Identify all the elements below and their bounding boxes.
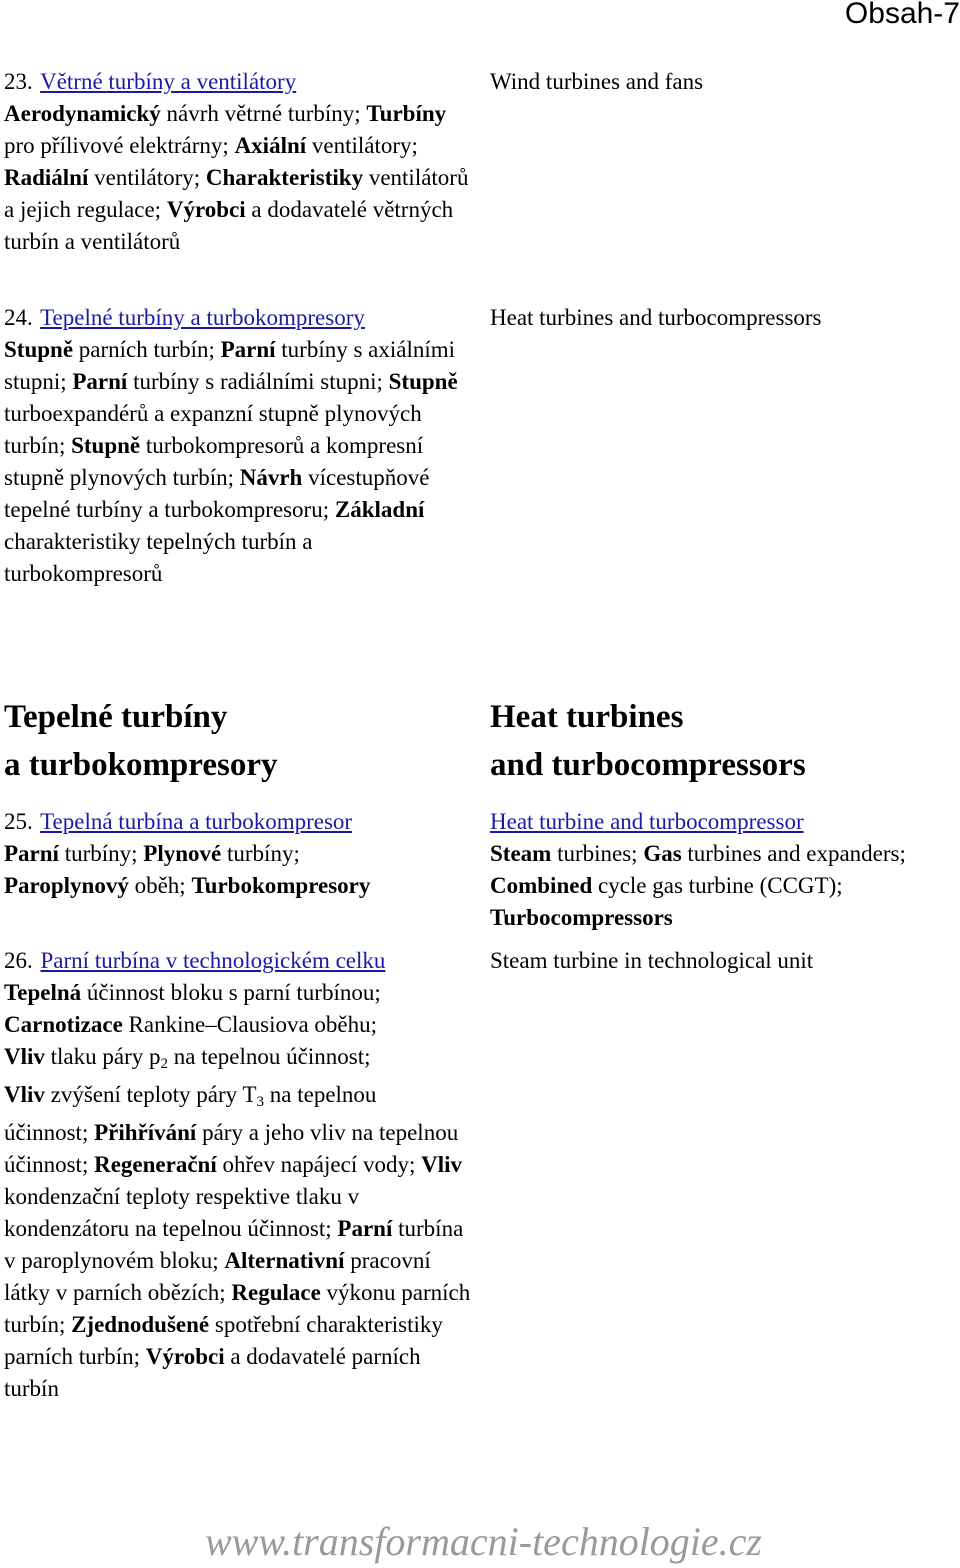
section-25-topics [4,841,370,898]
topic-keyword: Turbocompressors [490,905,673,930]
topic-text: parních turbín; [73,337,221,362]
topic-text: ohřev napájecí vody; [216,1152,422,1177]
topic-keyword: Parní [220,337,276,362]
topic-text: ventilátory; [88,165,206,190]
topic-keyword: Radiální [4,165,89,190]
section-24-link[interactable]: Tepelné turbíny a turbokompresory [40,305,365,330]
footer-website: www.transformacni-technologie.cz [205,1519,762,1564]
topic-keyword: Výrobci [145,1344,225,1369]
topic-keyword: Parní [72,369,128,394]
topic-text: účinnost bloku s parní turbínou; [81,980,381,1005]
topic-text: Rankine–Clausiova oběhu; [122,1012,378,1037]
topic-keyword: Stupně [71,433,141,458]
topic-text: návrh větrné turbíny; [160,101,367,126]
topic-keyword: Turbíny [366,101,447,126]
topic-keyword: Alternativní [224,1248,345,1273]
topic-text: a dodavatelé větrných turbín a ventilátorů [4,197,454,254]
subscript: 3 [256,1094,265,1110]
topic-keyword: Vliv [4,1082,45,1107]
topic-keyword: Parní [4,841,59,866]
topic-keyword: Stupně [388,369,458,394]
chapter-heading-cz [4,693,277,789]
topic-keyword: Stupně [4,337,74,362]
topic-text: charakteristiky tepelných turbín a turbokompresorů [4,529,313,586]
section-24 [4,302,474,590]
topic-keyword: Regulace [231,1280,321,1305]
topic-keyword: Gas [643,841,682,866]
section-24-en-title: Heat turbines and turbocompressors [490,305,822,330]
topic-keyword: Přihřívání [94,1120,197,1145]
section-26-en-title: Steam turbine in technological unit [490,948,814,973]
section-23-en-title: Wind turbines and fans [490,69,704,94]
topic-text: na tepelnou [264,1082,377,1107]
section-25-en-topics [490,841,906,930]
section-26-topics-c [4,1120,470,1401]
topic-text: oběh; [128,873,192,898]
section-23-topics [4,101,468,254]
topic-keyword: Vliv [421,1152,462,1177]
section-24-topics [4,337,458,586]
topic-keyword: Steam [490,841,552,866]
chapter-heading-en-line2: and turbocompressors [490,747,806,783]
topic-keyword: Zjednodušené [71,1312,210,1337]
chapter-heading-cz-line2: a turbokompresory [4,747,278,783]
subscript: 2 [160,1056,168,1072]
topic-text: výkonu parních turbín; [4,1280,471,1337]
section-number: 24. [4,305,33,330]
topic-keyword: Tepelná [4,980,82,1005]
topic-text: a dodavatelé parních turbín [4,1344,421,1401]
topic-keyword: Charakteristiky [205,165,364,190]
topic-text: na tepelnou účinnost; [168,1044,371,1069]
topic-keyword: Návrh [239,465,303,490]
topic-keyword: Vliv [4,1044,45,1069]
topic-keyword: Aerodynamický [4,101,161,126]
topic-keyword: Paroplynový [4,873,129,898]
topic-text: kondenzační teploty respektive tlaku v kondenzátoru na tepelnou účinnost; [4,1184,360,1241]
topic-keyword: Turbokompresory [191,873,371,898]
topic-text: turbokompresorů a kompresní stupně plynových turbín; [4,433,424,490]
section-23-link[interactable]: Větrné turbíny a ventilátory [40,69,297,94]
topic-keyword: Axiální [234,133,307,158]
topic-text: účinnost; [4,1120,95,1145]
section-25-en-link[interactable]: Heat turbine and turbocompressor [490,809,804,834]
section-25-link[interactable]: Tepelná turbína a turbokompresor [40,809,353,834]
chapter-heading-en-line1: Heat turbines [490,699,684,735]
topic-text: páry a jeho vliv na tepelnou účinnost; [4,1120,459,1177]
topic-text: turbíny; [58,841,144,866]
topic-keyword: Carnotizace [4,1012,123,1037]
topic-text: turbíny s axiálními stupni; [4,337,456,394]
section-number: 25. [4,809,33,834]
topic-keyword: Výrobci [166,197,246,222]
topic-text: ventilátorů a jejich regulace; [4,165,469,222]
topic-text: pracovní látky v parních obězích; [4,1248,431,1305]
section-number: 23. [4,69,33,94]
topic-text: ventilátory; [306,133,418,158]
topic-text: turbína v paroplynovém bloku; [4,1216,464,1273]
section-26 [4,945,474,1073]
topic-text: cycle gas turbine (CCGT); [592,873,843,898]
section-26-topics-a [4,980,381,1072]
section-23 [4,66,474,258]
topic-text: turboexpandérů a expanzní stupně plynových turbín; [4,401,422,458]
section-26-link[interactable]: Parní turbína v technologickém celku [40,948,386,973]
topic-keyword: Regenerační [94,1152,217,1177]
section-26-continued [4,1079,474,1111]
topic-keyword: Plynové [143,841,222,866]
section-25-en [490,806,950,934]
section-25 [4,806,474,902]
page-label: Obsah-7 [844,0,960,30]
topic-keyword: Základní [334,497,425,522]
topic-text: pro přílivové elektrárny; [4,133,235,158]
section-26-list [4,1117,474,1405]
chapter-heading-cz-line1: Tepelné turbíny [4,699,228,735]
section-26-topics-b [4,1082,377,1110]
topic-text: spotřební charakteristiky parních turbín; [4,1312,443,1369]
topic-text: tlaku páry p [44,1044,161,1069]
topic-text: vícestupňové tepelné turbíny a turbokompresoru; [4,465,430,522]
chapter-heading-en [490,693,806,789]
topic-keyword: Combined [490,873,593,898]
topic-text: turbíny; [221,841,300,866]
topic-text: turbines; [551,841,644,866]
topic-keyword: Parní [337,1216,393,1241]
section-number: 26. [4,948,33,973]
topic-text: turbíny s radiálními stupni; [127,369,389,394]
topic-text: turbines and expanders; [681,841,906,866]
topic-text: zvýšení teploty páry T [44,1082,257,1107]
